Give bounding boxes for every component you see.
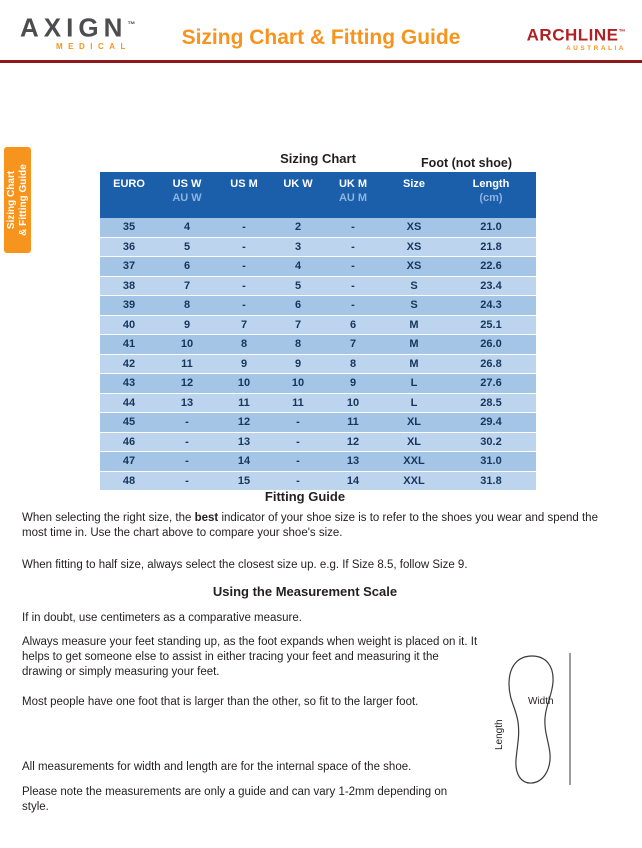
table-row <box>100 276 536 296</box>
trademark-symbol: ™ <box>618 29 626 36</box>
table-cell: 12 <box>216 413 272 433</box>
table-cell: - <box>324 276 382 296</box>
length-label: Length <box>494 719 505 750</box>
table-cell: 8 <box>158 296 216 316</box>
fitting-guide-paragraph-2: When fitting to half size, always select the closest size up. e.g. If Size 8.5, follow Size 9. <box>22 559 468 571</box>
table-cell: - <box>324 237 382 257</box>
table-cell: 31.0 <box>446 452 536 472</box>
table-cell: - <box>272 471 324 491</box>
table-cell: 6 <box>158 257 216 277</box>
table-cell: 41 <box>100 335 158 355</box>
side-tab-line1: Sizing Chart <box>5 170 17 230</box>
table-cell: - <box>324 296 382 316</box>
table-cell: 15 <box>216 471 272 491</box>
table-cell: - <box>324 257 382 277</box>
table-cell: 12 <box>324 432 382 452</box>
table-cell: - <box>272 413 324 433</box>
trademark-symbol: ™ <box>127 20 136 29</box>
table-cell: 45 <box>100 413 158 433</box>
table-cell: - <box>216 257 272 277</box>
table-cell: - <box>324 218 382 237</box>
table-cell: 2 <box>272 218 324 237</box>
table-cell: 40 <box>100 315 158 335</box>
measurement-paragraph-2: Always measure your feet standing up, as the foot expands when weight is placed on it. It helps to get someone else to assist in either tracing your feet and measuring it the drawing or simply measuring your feet. <box>22 636 478 678</box>
table-cell: 10 <box>324 393 382 413</box>
table-cell: - <box>216 276 272 296</box>
sizing-chart-title: Sizing Chart <box>280 151 356 166</box>
axign-logo-subtext: MEDICAL <box>56 41 131 51</box>
table-cell: - <box>158 452 216 472</box>
table-cell: 38 <box>100 276 158 296</box>
table-cell: 31.8 <box>446 471 536 491</box>
table-cell: 39 <box>100 296 158 316</box>
header-divider <box>0 60 642 63</box>
table-row <box>100 393 536 413</box>
archline-logo-subtext: AUSTRALIA <box>565 44 626 52</box>
table-cell: 11 <box>216 393 272 413</box>
column-header-ukw: UK W <box>272 172 324 218</box>
table-cell: 14 <box>324 471 382 491</box>
sizing-table-body <box>100 218 536 491</box>
table-cell: XS <box>382 237 446 257</box>
paragraph-text: indicator of your shoe size is to refer to the shoes you wear and spend the most time in. Use the chart above to compare your shoe's size. <box>22 512 598 539</box>
page-title: Sizing Chart & Fitting Guide <box>181 26 461 49</box>
table-cell: 13 <box>158 393 216 413</box>
table-cell: M <box>382 335 446 355</box>
table-cell: 46 <box>100 432 158 452</box>
table-cell: 11 <box>272 393 324 413</box>
table-cell: 9 <box>272 354 324 374</box>
table-cell: 36 <box>100 237 158 257</box>
table-cell: 10 <box>272 374 324 394</box>
table-cell: 47 <box>100 452 158 472</box>
table-cell: 21.8 <box>446 237 536 257</box>
table-cell: 24.3 <box>446 296 536 316</box>
table-cell: 29.4 <box>446 413 536 433</box>
table-cell: 5 <box>272 276 324 296</box>
column-header-size: Size <box>382 172 446 218</box>
table-cell: 13 <box>324 452 382 472</box>
table-row <box>100 335 536 355</box>
table-cell: - <box>216 218 272 237</box>
table-cell: 10 <box>216 374 272 394</box>
table-header-row <box>100 172 536 218</box>
table-cell: XL <box>382 432 446 452</box>
table-cell: 3 <box>272 237 324 257</box>
column-header-length: Length (cm) <box>446 172 536 218</box>
measurement-paragraph-1: If in doubt, use centimeters as a comparative measure. <box>22 612 302 624</box>
table-cell: 26.0 <box>446 335 536 355</box>
table-cell: 8 <box>272 335 324 355</box>
table-row <box>100 257 536 277</box>
fitting-guide-paragraph-1 <box>22 511 622 541</box>
table-cell: XS <box>382 257 446 277</box>
table-cell: 10 <box>158 335 216 355</box>
table-cell: 44 <box>100 393 158 413</box>
table-cell: 7 <box>158 276 216 296</box>
table-cell: 5 <box>158 237 216 257</box>
sizing-table <box>100 172 536 491</box>
fitting-guide-title: Fitting Guide <box>264 489 346 504</box>
column-header-usm: US M <box>216 172 272 218</box>
table-cell: 8 <box>216 335 272 355</box>
table-row <box>100 218 536 237</box>
table-cell: - <box>158 413 216 433</box>
column-header-euro: EURO <box>100 172 158 218</box>
side-tab-line2: & Fitting Guide <box>17 164 29 236</box>
column-header-usw: US W AU W <box>158 172 216 218</box>
table-cell: 7 <box>216 315 272 335</box>
side-tab <box>4 147 31 253</box>
table-cell: 11 <box>324 413 382 433</box>
brand-name: AXIGN <box>20 12 128 43</box>
table-cell: 35 <box>100 218 158 237</box>
table-cell: 43 <box>100 374 158 394</box>
table-cell: 6 <box>272 296 324 316</box>
table-row <box>100 471 536 491</box>
table-row <box>100 315 536 335</box>
table-cell: 21.0 <box>446 218 536 237</box>
side-tab-label <box>6 164 30 236</box>
table-cell: 4 <box>158 218 216 237</box>
measurement-paragraph-5: Please note the measurements are only a guide and can vary 1-2mm depending on style. <box>22 786 448 813</box>
table-cell: 9 <box>216 354 272 374</box>
brand-name: ARCHLINE <box>526 25 619 45</box>
table-row <box>100 296 536 316</box>
table-cell: 8 <box>324 354 382 374</box>
table-cell: - <box>158 471 216 491</box>
table-cell: S <box>382 276 446 296</box>
table-cell: 12 <box>158 374 216 394</box>
table-cell: M <box>382 354 446 374</box>
column-header-ukm: UK M AU M <box>324 172 382 218</box>
table-cell: 22.6 <box>446 257 536 277</box>
archline-logo <box>527 24 626 52</box>
width-label: Width <box>528 696 554 707</box>
table-row <box>100 452 536 472</box>
table-cell: 6 <box>324 315 382 335</box>
foot-diagram <box>492 650 598 788</box>
table-cell: XL <box>382 413 446 433</box>
table-cell: - <box>272 432 324 452</box>
table-row <box>100 413 536 433</box>
measurement-scale-title: Using the Measurement Scale <box>212 584 398 599</box>
table-cell: 7 <box>272 315 324 335</box>
table-cell: - <box>216 296 272 316</box>
table-cell: 48 <box>100 471 158 491</box>
paragraph-text: When selecting the right size, the <box>22 512 195 524</box>
table-cell: 28.5 <box>446 393 536 413</box>
table-row <box>100 374 536 394</box>
table-cell: 27.6 <box>446 374 536 394</box>
table-cell: 9 <box>324 374 382 394</box>
table-row <box>100 432 536 452</box>
foot-not-shoe-label: Foot (not shoe) <box>421 156 512 170</box>
table-cell: XXL <box>382 452 446 472</box>
table-cell: - <box>216 237 272 257</box>
table-cell: 37 <box>100 257 158 277</box>
table-cell: L <box>382 393 446 413</box>
table-row <box>100 237 536 257</box>
measurement-paragraph-4: All measurements for width and length are for the internal space of the shoe. <box>22 761 412 773</box>
table-cell: 13 <box>216 432 272 452</box>
table-cell: 23.4 <box>446 276 536 296</box>
bold-text: best <box>194 512 219 524</box>
table-cell: 30.2 <box>446 432 536 452</box>
table-cell: 7 <box>324 335 382 355</box>
table-row <box>100 354 536 374</box>
table-cell: 26.8 <box>446 354 536 374</box>
archline-logo-text <box>527 24 626 44</box>
table-cell: XS <box>382 218 446 237</box>
table-cell: L <box>382 374 446 394</box>
table-cell: 11 <box>158 354 216 374</box>
measurement-paragraph-3: Most people have one foot that is larger than the other, so fit to the larger foot. <box>22 696 419 708</box>
table-cell: 25.1 <box>446 315 536 335</box>
table-cell: 42 <box>100 354 158 374</box>
table-cell: 9 <box>158 315 216 335</box>
table-cell: S <box>382 296 446 316</box>
foot-outline-icon <box>492 650 598 788</box>
table-cell: 14 <box>216 452 272 472</box>
table-cell: - <box>158 432 216 452</box>
table-cell: 4 <box>272 257 324 277</box>
table-cell: - <box>272 452 324 472</box>
table-cell: M <box>382 315 446 335</box>
table-cell: XXL <box>382 471 446 491</box>
